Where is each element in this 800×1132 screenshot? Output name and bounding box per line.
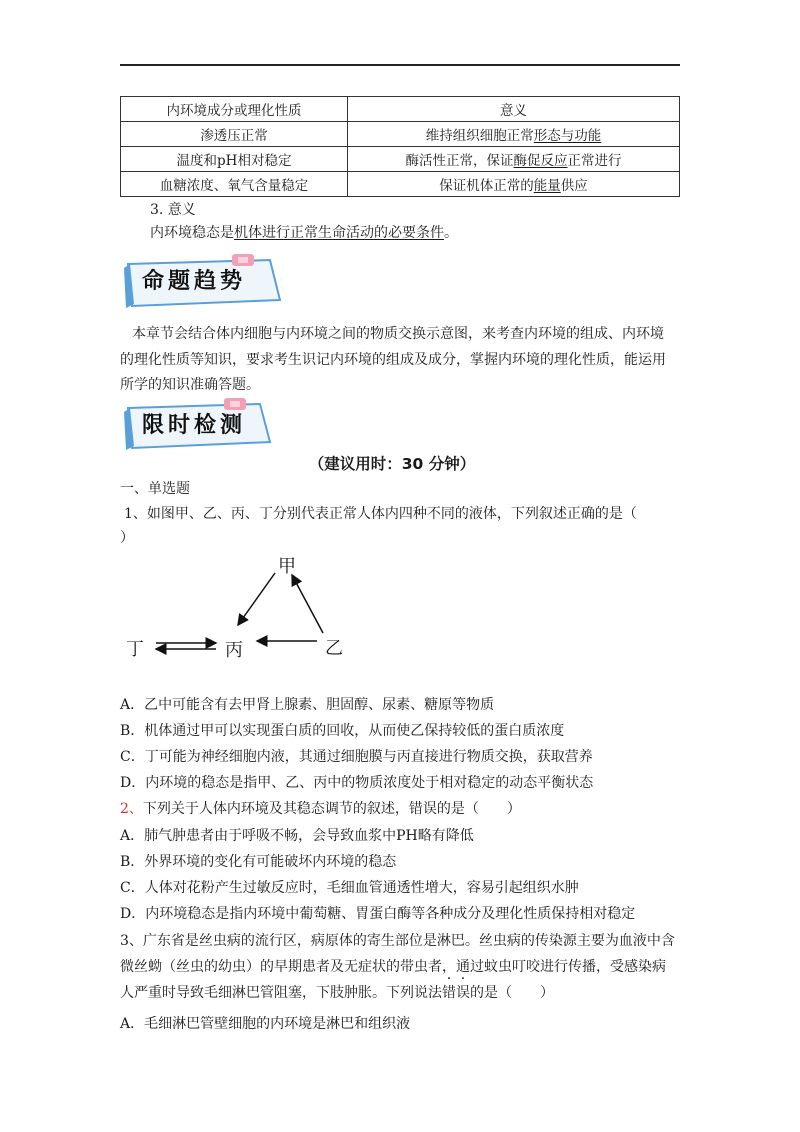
meaning-heading: 3. 意义: [150, 202, 196, 218]
table-cell: 渗透压正常: [121, 122, 348, 147]
cell-underlined-text: 形态与功能: [533, 128, 602, 144]
label-jia: 甲: [278, 556, 296, 577]
table-header-cell: 意义: [348, 97, 680, 122]
cell-text: 保证机体正常的: [439, 178, 534, 194]
q2-number: 2、: [120, 801, 143, 817]
table-cell: 血糖浓度、氧气含量稳定: [121, 172, 348, 197]
table-row: [121, 172, 680, 197]
cell-underlined-text: 酶促反应: [513, 153, 568, 169]
cell-text: 维持组织细胞正常: [425, 128, 534, 144]
homeostasis-table: [120, 96, 680, 197]
label-ding: 丁: [126, 639, 144, 660]
table-row: [121, 147, 680, 172]
cell-underlined-text: 能量: [533, 178, 561, 194]
cell-text: 正常进行: [567, 153, 622, 169]
q1-diagram: [120, 548, 360, 668]
table-cell: [348, 147, 680, 172]
quiz-banner: [120, 398, 280, 454]
trend-line: 本章节会结合体内细胞与内环境之间的物质交换示意图，来考查内环境的组成、内环境: [132, 326, 664, 342]
meaning-underlined: 机体进行正常生命活动的必要条件: [234, 225, 444, 241]
q1-stem: 1、如图甲、乙、丙、丁分别代表正常人体内四种不同的液体，下列叙述正确的是（: [124, 506, 637, 522]
section-heading: 一、单选题: [120, 481, 190, 497]
q2-option-d: D．内环境稳态是指内环境中葡萄糖、胃蛋白酶等各种成分及理化性质保持相对稳定: [120, 906, 636, 922]
q2-stem-text: 下列关于人体内环境及其稳态调节的叙述，错误的是（ ）: [142, 801, 521, 817]
meaning-post: 。: [444, 225, 458, 241]
table-cell: [348, 122, 680, 147]
trend-banner: [120, 254, 290, 312]
q3-line3-text: 人严重时导致毛细淋巴管阻塞，下肢肿胀。下列说法: [120, 985, 442, 1001]
q3-emphasis-char: 错: [442, 985, 456, 1001]
trend-banner-title: 命题趋势: [142, 269, 247, 294]
time-hint: （建议用时：30 分钟）: [308, 455, 476, 473]
header-rule: [120, 64, 680, 66]
table-row: [121, 122, 680, 147]
trend-line: 所学的知识准确答题。: [120, 377, 260, 393]
q2-option-a: A．肺气肿患者由于呼吸不畅，会导致血浆中PH略有降低: [120, 828, 474, 844]
table-cell: 温度和pH相对稳定: [121, 147, 348, 172]
cell-text: 酶活性正常，保证: [405, 153, 514, 169]
q2-option-b: B．外界环境的变化有可能破坏内环境的稳态: [120, 854, 397, 870]
trend-line: 的理化性质等知识，要求考生识记内环境的组成及成分，掌握内环境的理化性质，能运用: [120, 352, 666, 368]
meaning-text: [150, 222, 458, 242]
q1-option-c: C．丁可能为神经细胞内液，其通过细胞膜与丙直接进行物质交换，获取营养: [120, 749, 593, 765]
q1-stem-end: ）: [120, 530, 134, 546]
q3-line3-end: 的是（ ）: [470, 985, 554, 1001]
q3-line: 3、广东省是丝虫病的流行区，病原体的寄生部位是淋巴。丝虫病的传染源主要为血液中含: [120, 933, 675, 949]
q3-line: [120, 982, 554, 1002]
q1-option-b: B．机体通过甲可以实现蛋白质的回收，从而使乙保持较低的蛋白质浓度: [120, 723, 565, 739]
table-cell: [348, 172, 680, 197]
q1-option-a: A．乙中可能含有去甲肾上腺素、胆固醇、尿素、糖原等物质: [120, 697, 495, 713]
q3-option-a: A．毛细淋巴管壁细胞的内环境是淋巴和组织液: [120, 1016, 411, 1032]
q2-stem: [120, 798, 521, 818]
meaning-pre: 内环境稳态是: [150, 225, 234, 241]
q2-option-c: C．人体对花粉产生过敏反应时，毛细血管通透性增大，容易引起组织水肿: [120, 880, 579, 896]
table-header-row: [121, 97, 680, 122]
label-yi: 乙: [325, 638, 343, 659]
q3-emphasis-char: 误: [456, 985, 470, 1001]
q1-option-d: D．内环境的稳态是指甲、乙、丙中的物质浓度处于相对稳定的动态平衡状态: [120, 775, 594, 791]
table-header-cell: 内环境成分或理化性质: [121, 97, 348, 122]
label-bing: 丙: [225, 640, 243, 661]
cell-text: 供应: [560, 178, 588, 194]
q3-line: 微丝蚴（丝虫的幼虫）的早期患者及无症状的带虫者，通过蚊虫叮咬进行传播，受感染病: [120, 959, 666, 975]
quiz-banner-title: 限时检测: [142, 413, 247, 438]
